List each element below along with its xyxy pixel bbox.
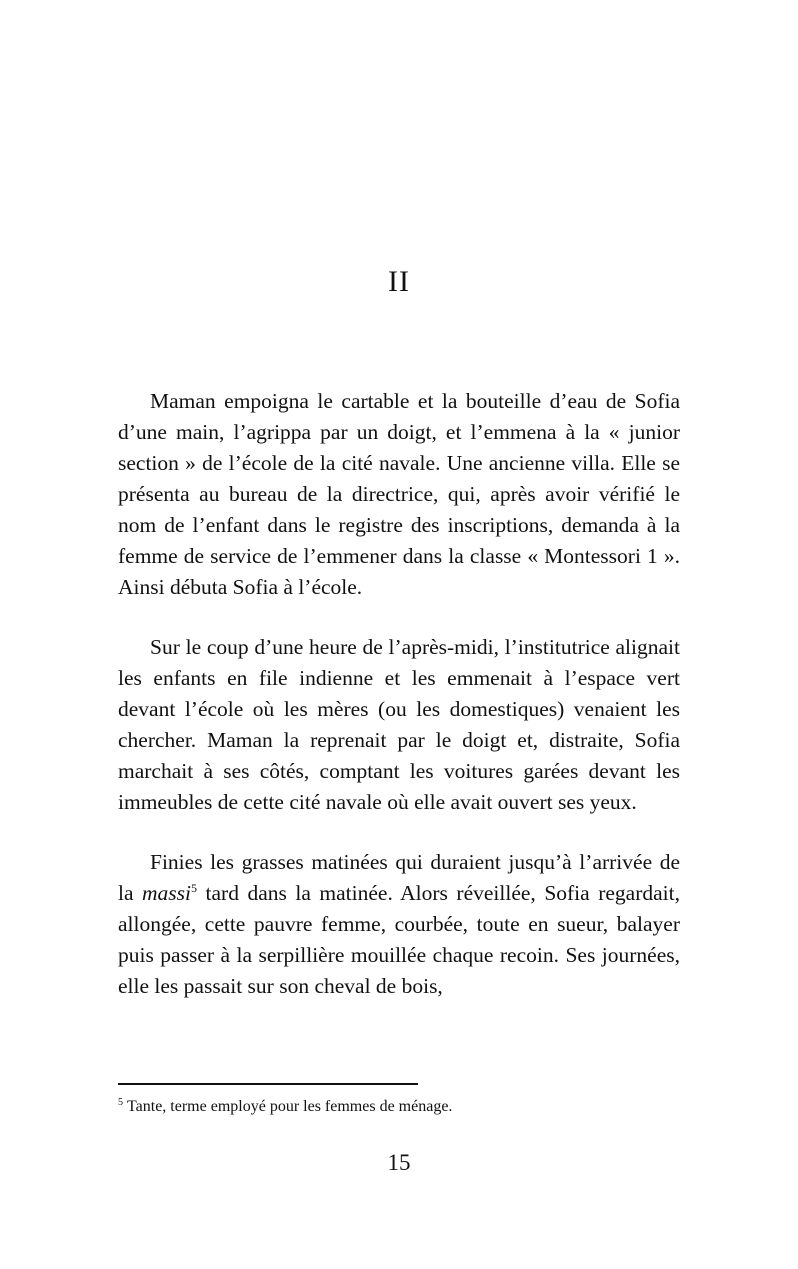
paragraph-3: [118, 847, 680, 1002]
paragraph-3-start: Finies les grasses matinées qui duraient jusqu’à l’arrivée de la: [118, 850, 680, 905]
footnote: [118, 1096, 680, 1118]
footnote-text: Tante, terme employé pour les femmes de ménage.: [127, 1098, 453, 1115]
footnote-divider: [118, 1083, 418, 1085]
chapter-title: II: [388, 265, 410, 298]
paragraph-2: Sur le coup d’une heure de l’après-midi, l’institutrice alignait les enfants en file indienne et les emmenait à l’espace vert devant l’école où les mères (ou les domestiques) venaient les chercher. Maman la reprenait par le doigt et, distraite, Sofia marchait à ses côtés, comptant les voitures garées devant les immeubles de cette cité navale où elle avait ouvert ses yeux.: [118, 635, 680, 814]
paragraph-1: Maman empoigna le cartable et la bouteille d’eau de Sofia d’une main, l’agrippa par un doigt, et l’emmena à la « junior section » de l’école de la cité navale. Une ancienne villa. Elle se présenta au bureau de la directrice, qui, après avoir vérifié le nom de l’enfant dans le registre des inscriptions, demanda à la femme de service de l’emmener dans la classe « Montessori 1 ». Ainsi débuta Sofia à l’école.: [118, 389, 680, 599]
paragraph-3-end: tard dans la matinée. Alors réveillée, Sofia regardait, allongée, cette pauvre femme, courbée, toute en sueur, balayer puis passer à la serpillière mouillée chaque recoin. Ses journées, elle les passait sur son cheval de bois,: [118, 881, 680, 998]
page-number: 15: [387, 1150, 411, 1175]
footnote-reference: 5: [191, 880, 198, 895]
italic-term: massi: [142, 881, 192, 905]
footnote-number: 5: [118, 1096, 123, 1108]
body-text: [118, 386, 680, 1002]
